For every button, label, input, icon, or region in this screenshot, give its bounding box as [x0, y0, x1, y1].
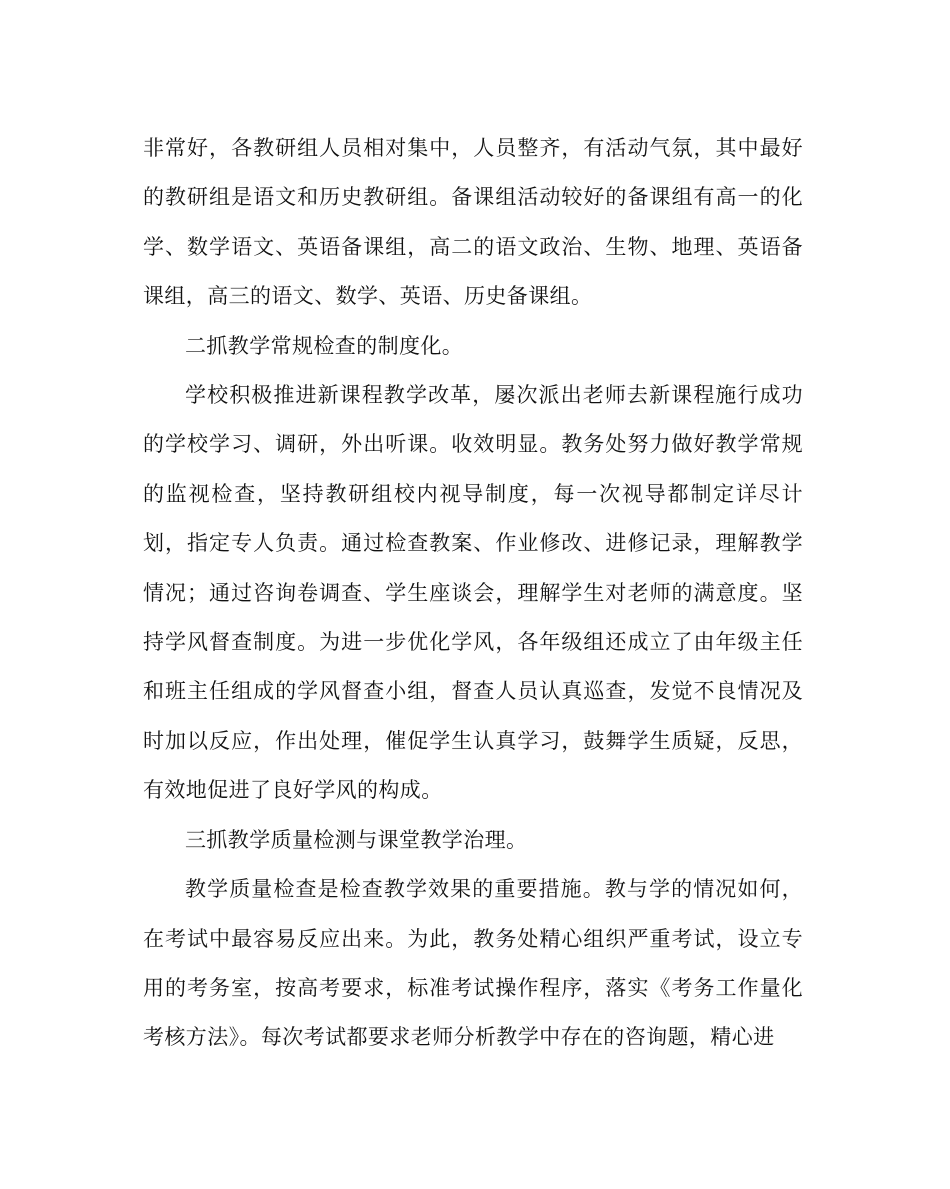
- section-heading-3: 三抓教学质量检测与课堂教学治理。: [185, 827, 528, 852]
- paragraph-quality-check: 教学质量检查是检查教学效果的重要措施。教与学的情况如何，在考试中最容易反应出来。为此，教务处精心组织严重考试，设立专用的考务室，按高考要求，标准考试操作程序，落实《考务工作量化考核方法》。每次考试都要求老师分析教学中存在的咨询题，精心进: [143, 877, 803, 1050]
- document-body: [143, 124, 803, 1063]
- paragraph-routine-inspection: 学校积极推进新课程教学改革，屡次派出老师去新课程施行成功的学校学习、调研，外出听课。收效明显。教务处努力做好教学常规的监视检查，坚持教研组校内视导制度，每一次视导都制定详尽计划，指定专人负责。通过检查教案、作业修改、进修记录，理解教学情况；通过咨询卷调查、学生座谈会，理解学生对老师的满意度。坚持学风督查制度。为进一步优化学风，各年级组还成立了由年级主任和班主任组成的学风督查小组，督查人员认真巡查，发觉不良情况及时加以反应，作出处理，催促学生认真学习，鼓舞学生质疑，反思，有效地促进了良好学风的构成。: [143, 383, 803, 803]
- paragraph-continuation: 非常好，各教研组人员相对集中，人员整齐，有活动气氛，其中最好的教研组是语文和历史教研组。备课组活动较好的备课组有高一的化学、数学语文、英语备课组，高二的语文政治、生物、地理、英语备课组，高三的语文、数学、英语、历史备课组。: [143, 136, 803, 309]
- section-heading-2: 二抓教学常规检查的制度化。: [185, 333, 464, 358]
